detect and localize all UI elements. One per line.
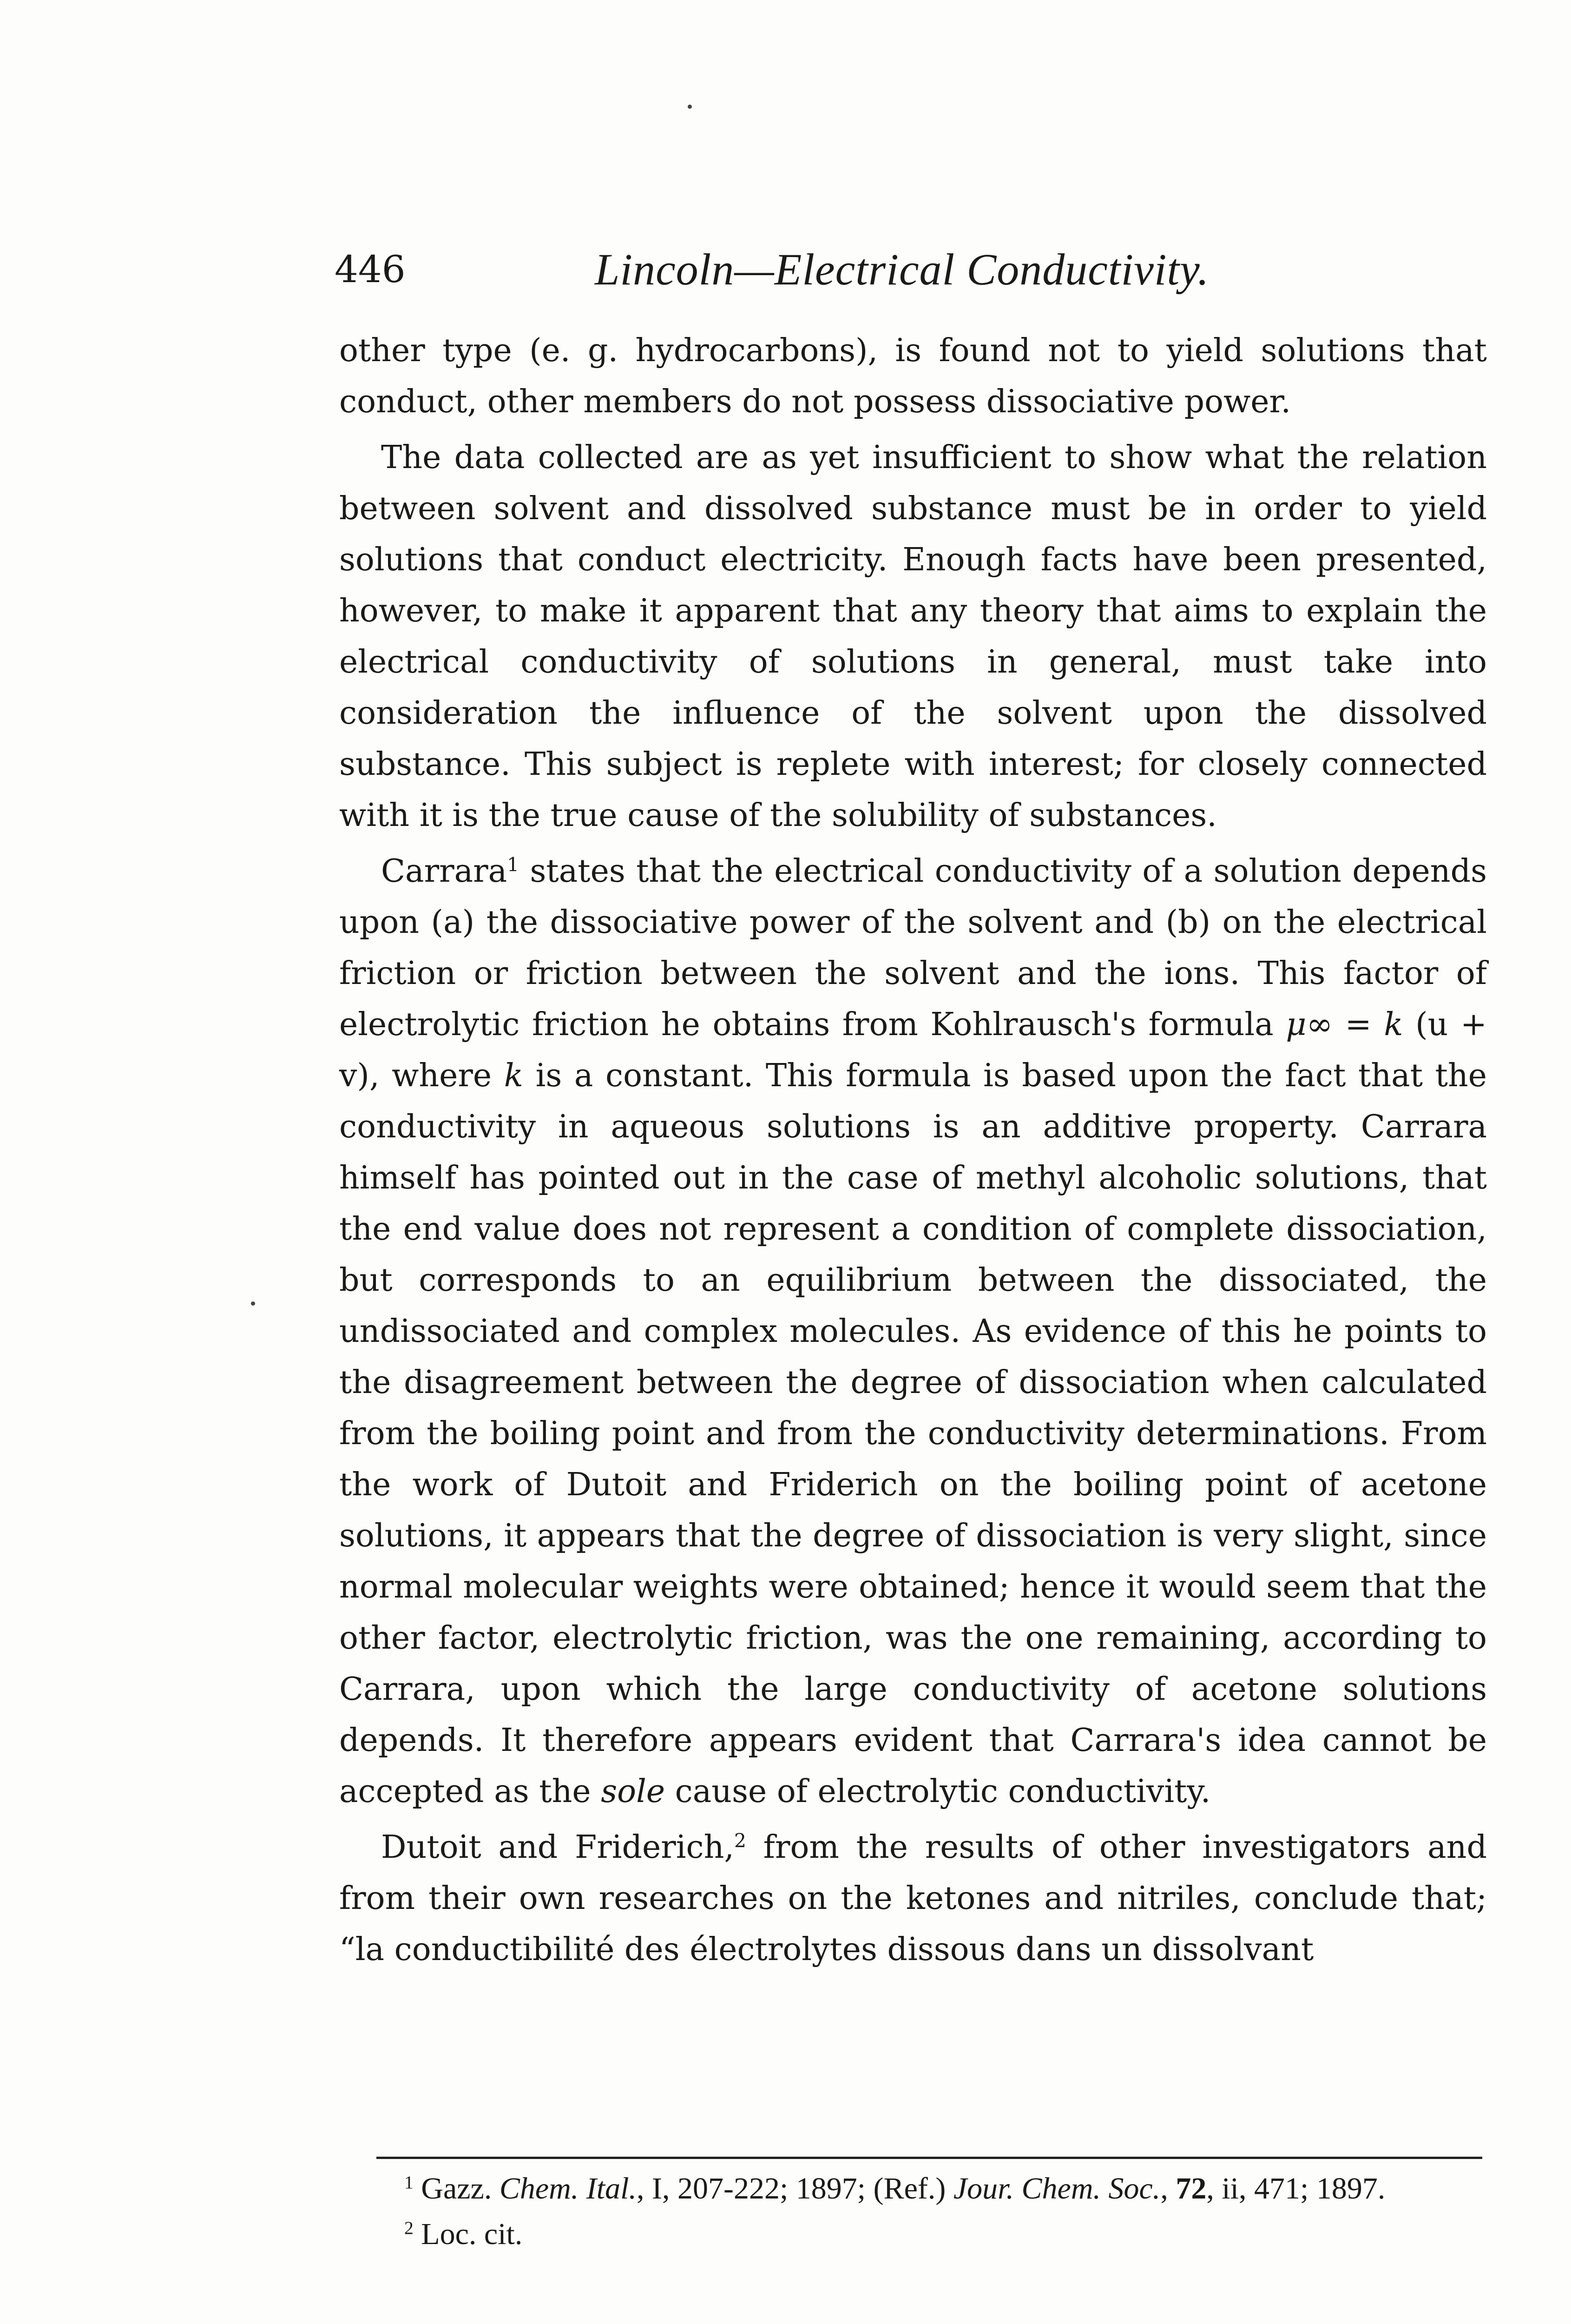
carrara-text-a: states that the electrical conductivity of a solution depends upon (a) the dissociative power of the solvent and (b) on the electrical friction or friction between the solvent and the ions. This factor of electrolytic friction he obtains from Kohlrausch's formula xyxy=(339,853,1487,1043)
paragraph-dutoit xyxy=(339,1822,1487,1975)
paragraph-continuation: other type (e. g. hydrocarbons), is found not to yield solutions that conduct, other members do not possess dissociative power. xyxy=(339,332,1487,420)
carrara-text-c: cause of electrolytic conductivity. xyxy=(665,1773,1211,1810)
footnote-2-text: Loc. cit. xyxy=(413,2217,523,2251)
footnote-1-chem-ital: Chem. Ital. xyxy=(499,2172,637,2205)
footnote-marker-2: 2 xyxy=(404,2218,414,2238)
running-title: Lincoln—Electrical Conductivity. xyxy=(595,244,1209,294)
paragraph-carrara xyxy=(339,846,1487,1817)
footnote-1-text-a: Gazz. xyxy=(413,2172,500,2205)
footnote-ref-1: 1 xyxy=(507,853,519,876)
dutoit-name: Dutoit and Friderich, xyxy=(381,1829,735,1866)
speck-mark xyxy=(688,105,692,109)
footnote-1-jour: Jour. Chem. Soc. xyxy=(953,2172,1161,2205)
formula-equals: = xyxy=(1333,1006,1384,1043)
footnote-2 xyxy=(376,2212,1482,2257)
footnote-1-text-d: , ii, 471; 1897. xyxy=(1206,2172,1386,2205)
formula-k: k xyxy=(1384,1006,1403,1043)
page-number: 446 xyxy=(335,248,406,291)
constant-k: k xyxy=(504,1057,523,1094)
page-header xyxy=(335,242,1487,297)
paragraph-data-insufficient: The data collected are as yet insufficient to show what the relation between solvent and dissolved substance must be in order to yield solutions that conduct electricity. Enough facts have been presented, however, to make it apparent that any theory that aims to explain the electrical conductivity of solutions in general, must take into consideration the influence of the solvent upon the dissolved substance. This subject is replete with interest; for closely connected with it is the true cause of the solubility of substances. xyxy=(339,439,1487,834)
footnotes xyxy=(376,2166,1482,2257)
formula-rest: (u + v), where xyxy=(339,1006,1487,1094)
footnote-divider xyxy=(376,2157,1482,2159)
footnote-1-text-b: , I, 207-222; 1897; (Ref.) xyxy=(636,2172,953,2205)
emphasis-sole: sole xyxy=(601,1773,665,1810)
carrara-text-b: is a constant. This formula is based upon the fact that the conductivity in aqueous solutions is an additive property. Carrara himself has pointed out in the case of methyl alcoholic solutions, that the end value does not represent a condition of complete dissociation, but corresponds to an equilibrium between the dissociated, the undissociated and complex molecules. As evidence of this he points to the disagreement between the degree of dissociation when calculated from the boiling point and from the conductivity determinations. From the work of Dutoit and Friderich on the boiling point of acetone solutions, it appears that the degree of dissociation is very slight, since normal molecular weights were obtained; hence it would seem that the other factor, electrolytic friction, was the one remaining, according to Carrara, upon which the large conductivity of acetone solutions depends. It therefore appears evident that Carrara's idea cannot be accepted as the xyxy=(339,1057,1487,1810)
footnote-1-text-c: , xyxy=(1160,2172,1176,2205)
footnote-1 xyxy=(376,2166,1482,2212)
body-text xyxy=(339,325,1487,1975)
footnote-1-volume: 72 xyxy=(1176,2172,1207,2205)
carrara-name: Carrara xyxy=(381,853,507,890)
footnote-marker-1: 1 xyxy=(404,2172,414,2193)
formula-mu-infinity: μ∞ xyxy=(1286,1006,1333,1043)
footnote-ref-2: 2 xyxy=(734,1829,746,1852)
dutoit-text: from the results of other investigators and from their own researches on the ketones and nitriles, conclude that; “la conductibilité des électrolytes dissous dans un dissolvant xyxy=(339,1829,1487,1968)
speck-mark xyxy=(251,1301,255,1306)
